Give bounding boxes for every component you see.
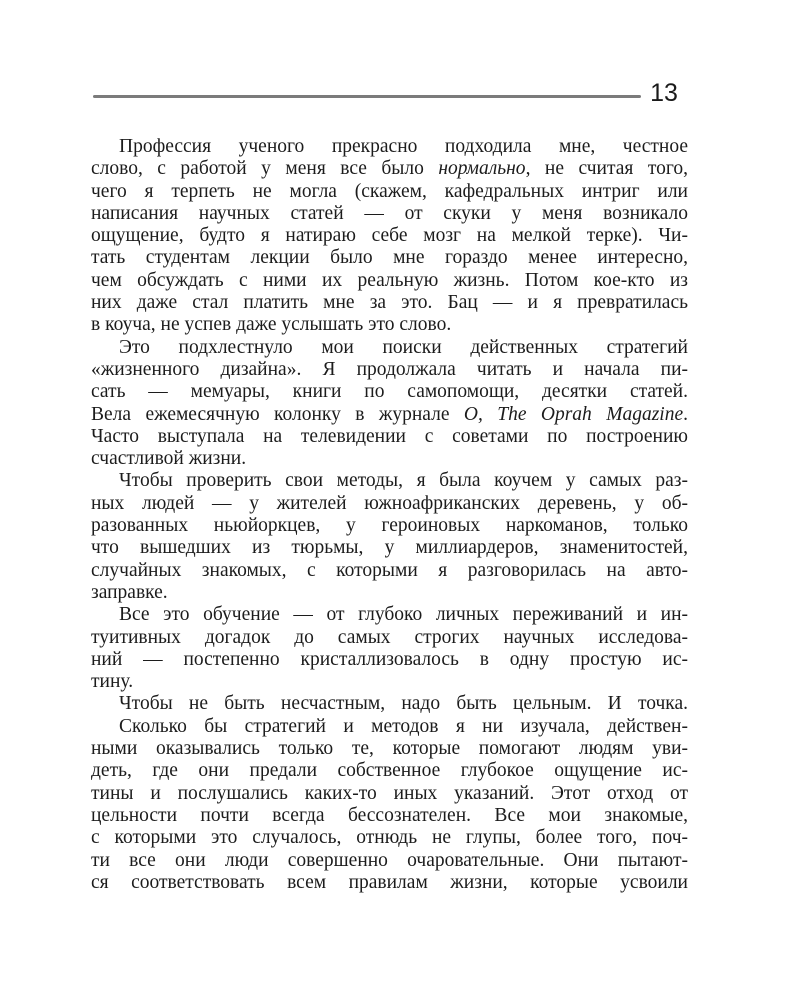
text-segment: Это подхлестнуло мои поиски действенных стратегий: [119, 336, 688, 358]
text-segment: тать студентам лекции было мне гораздо менее интересно,: [91, 247, 688, 269]
text-line: [91, 693, 688, 715]
text-line: [91, 783, 688, 805]
text-line: [91, 314, 688, 336]
text-segment: тину.: [91, 671, 134, 693]
text-segment: ными оказывались только те, которые помогают людям уви-: [91, 738, 688, 760]
text-segment: Чтобы проверить свои методы, я была коучем у самых раз-: [119, 470, 688, 492]
text-segment: ти все они люди совершенно очаровательные. Они пытают-: [91, 849, 688, 871]
text-segment: Сколько бы стратегий и методов я ни изучала, действен-: [119, 715, 688, 737]
text-line: [91, 292, 688, 314]
text-line: [91, 649, 688, 671]
text-segment: Вела ежемесячную колонку в журнале: [91, 403, 464, 425]
text-segment: заправке.: [91, 581, 168, 603]
text-segment: в коуча, не успев даже услышать это слово.: [91, 314, 452, 336]
text-line: [91, 738, 688, 760]
text-segment: Часто выступала на телевидении с советами по построению: [91, 425, 688, 447]
text-line: [91, 158, 688, 180]
text-segment: что вышедших из тюрьмы, у миллиардеров, знаменитостей,: [91, 537, 688, 559]
text-line: [91, 850, 688, 872]
text-segment: Профессия ученого прекрасно подходила мне, честное: [119, 136, 688, 157]
text-line: [91, 181, 688, 203]
text-line: [91, 381, 688, 403]
text-line: [91, 426, 688, 448]
text-line: [91, 805, 688, 827]
text-line: [91, 671, 688, 693]
text-segment: чем обсуждать с ними их реальную жизнь. Потом кое-кто из: [91, 269, 688, 291]
text-segment: тины и послушались каких-то иных указаний. Этот отход от: [91, 782, 688, 804]
italic-text: O, The Oprah Magazine: [463, 403, 684, 425]
paragraph: [91, 470, 688, 604]
text-segment: Все это обучение — от глубоко личных переживаний и ин-: [119, 604, 688, 626]
text-segment: ощущение, будто я натираю себе мозг на мелкой терке). Чи-: [91, 225, 688, 247]
text-segment: сать — мемуары, книги по самопомощи, десятки статей.: [91, 381, 688, 403]
text-line: [91, 716, 688, 738]
text-line: [91, 582, 688, 604]
text-segment: с которыми это случалось, отнюдь не глупы, более того, поч-: [91, 827, 688, 849]
text-line: [91, 337, 688, 359]
text-segment: .: [683, 403, 688, 425]
paragraph: [91, 136, 688, 337]
header-rule: [93, 95, 641, 98]
text-segment: написания научных статей — от скуки у меня возникало: [91, 202, 688, 224]
text-segment: деть, где они предали собственное глубокое ощущение ис-: [91, 760, 688, 782]
paragraph: [91, 337, 688, 471]
paragraph: [91, 716, 688, 894]
text-line: [91, 827, 688, 849]
text-segment: счастливой жизни.: [91, 448, 247, 470]
text-segment: , не считая того,: [525, 158, 688, 180]
text-segment: туитивных догадок до самых строгих научных исследова-: [91, 626, 688, 648]
text-block: [91, 136, 688, 894]
text-line: [91, 270, 688, 292]
text-segment: случайных знакомых, с которыми я разговорилась на авто-: [91, 559, 688, 581]
text-segment: слово, с работой у меня все было: [91, 158, 439, 180]
text-line: [91, 470, 688, 492]
text-segment: ний — постепенно кристаллизовалось в одну простую ис-: [91, 648, 688, 670]
text-line: [91, 225, 688, 247]
text-segment: ся соответствовать всем правилам жизни, которые усвоили: [91, 871, 688, 893]
text-line: [91, 136, 688, 158]
text-segment: разованных ньюйоркцев, у героиновых наркоманов, только: [91, 515, 688, 537]
text-line: [91, 448, 688, 470]
text-line: [91, 872, 688, 894]
text-line: [91, 627, 688, 649]
text-segment: ных людей — у жителей южноафриканских деревень, у об-: [91, 492, 688, 514]
text-line: [91, 760, 688, 782]
text-segment: них даже стал платить мне за это. Бац — и я превратилась: [91, 292, 688, 314]
page-number: 13: [650, 79, 678, 107]
text-segment: чего я терпеть не могла (скажем, кафедральных интриг или: [91, 180, 688, 202]
text-segment: цельности почти всегда бессознателен. Все мои знакомые,: [91, 804, 688, 826]
text-line: [91, 359, 688, 381]
text-line: [91, 604, 688, 626]
italic-text: нормально: [438, 158, 526, 180]
text-segment: Чтобы не быть несчастным, надо быть цельным. И точка.: [119, 693, 688, 715]
text-segment: «жизненного дизайна». Я продолжала читать и начала пи-: [91, 358, 688, 380]
text-line: [91, 493, 688, 515]
text-line: [91, 560, 688, 582]
paragraph: [91, 693, 688, 715]
text-line: [91, 203, 688, 225]
text-line: [91, 247, 688, 269]
text-line: [91, 404, 688, 426]
text-line: [91, 515, 688, 537]
paragraph: [91, 604, 688, 693]
text-line: [91, 537, 688, 559]
